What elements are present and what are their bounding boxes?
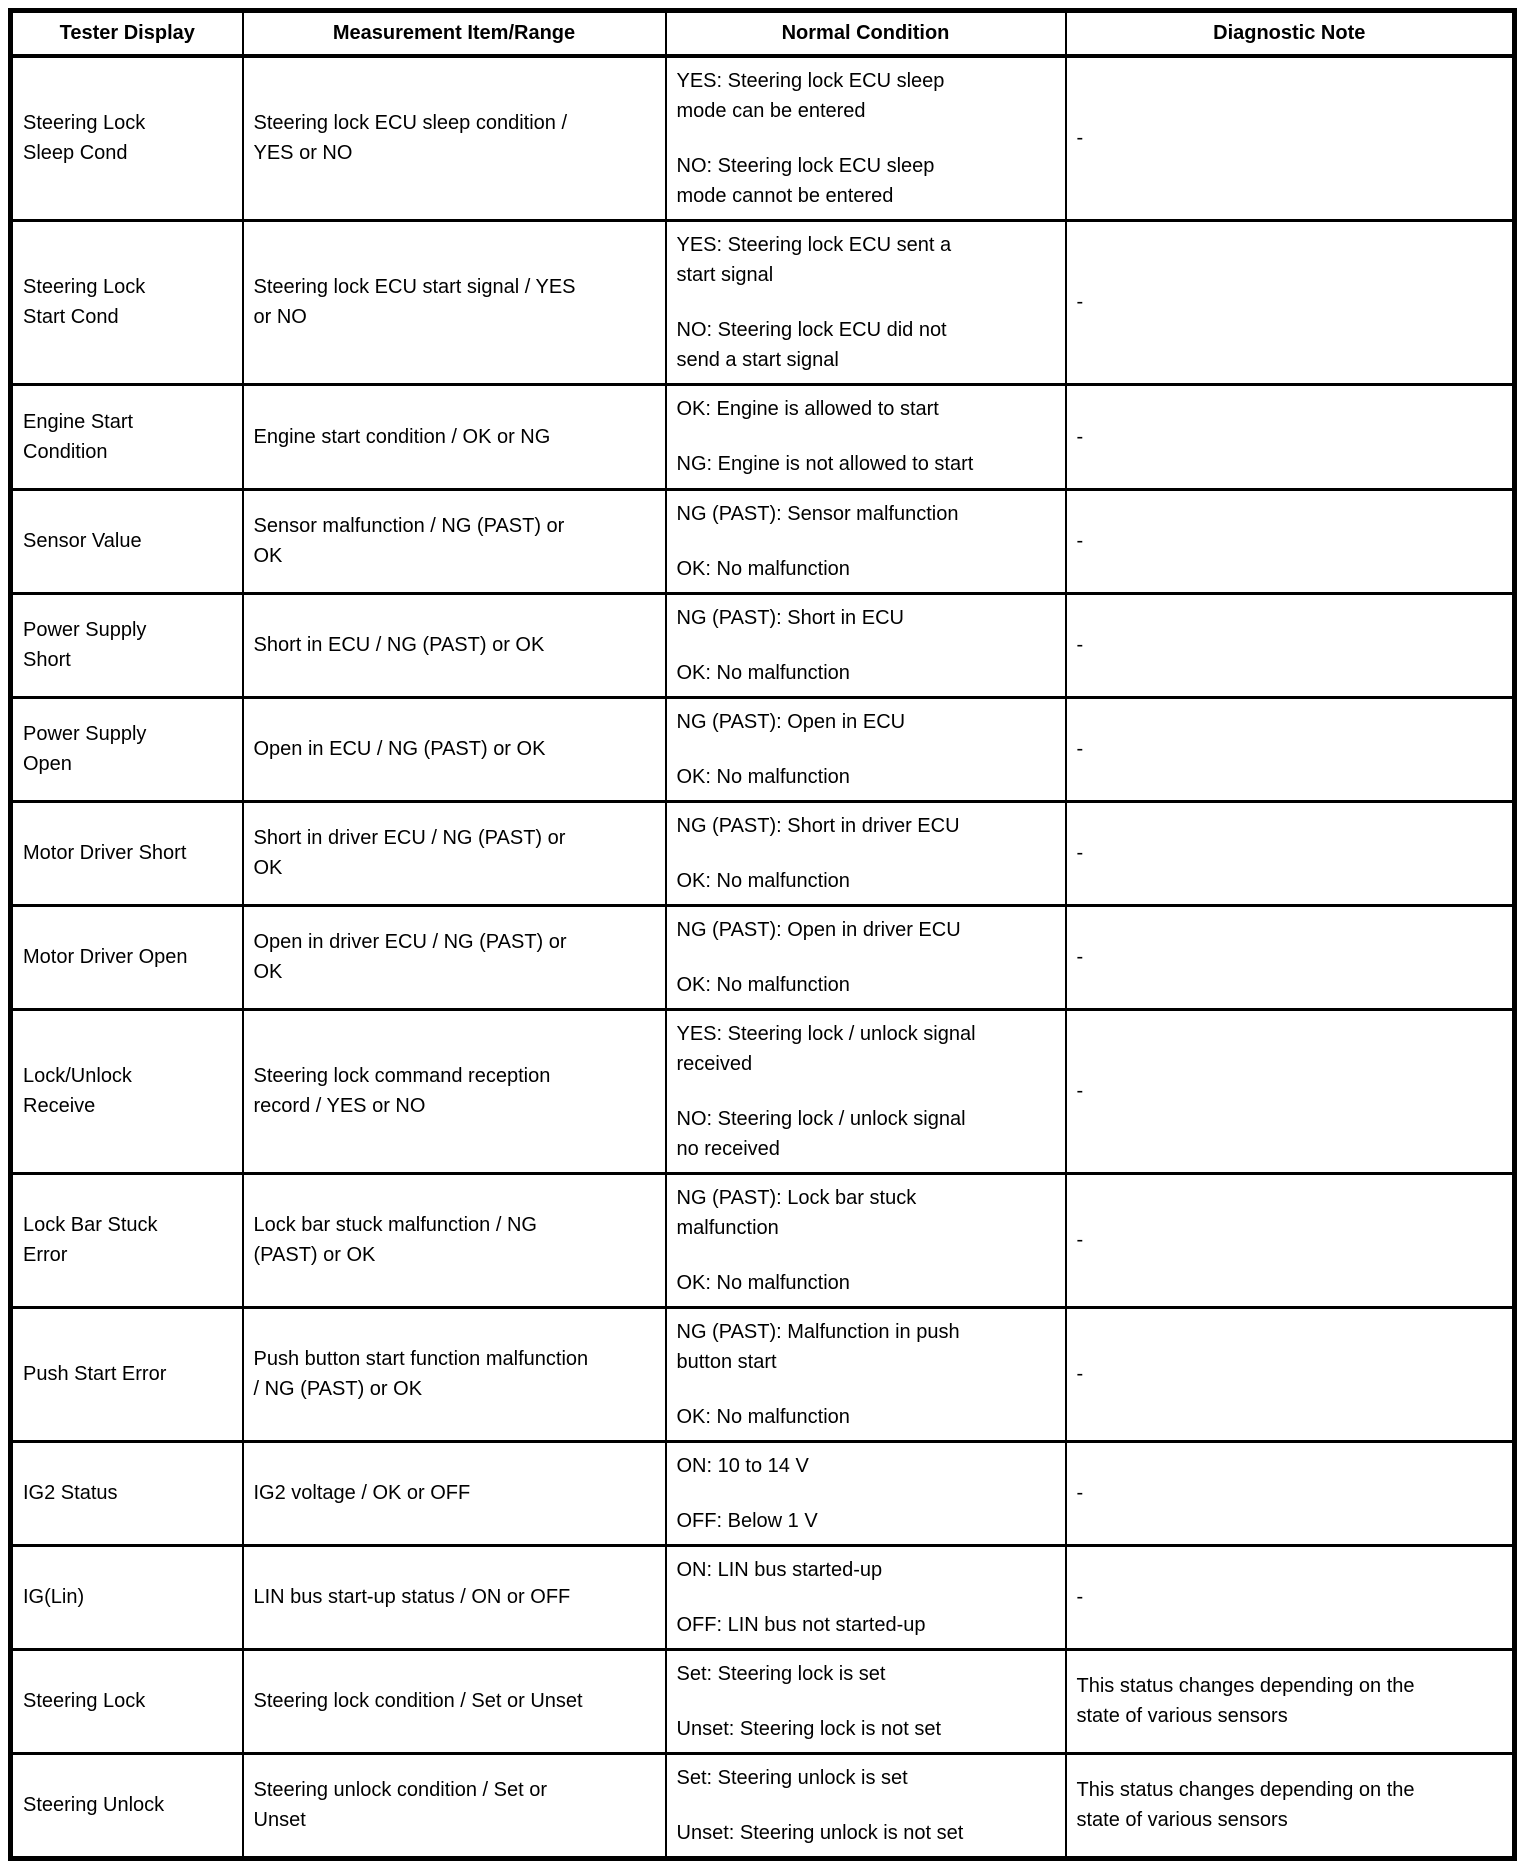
- header-row: [11, 11, 1515, 56]
- cell-tester-display: IG(Lin): [11, 1545, 243, 1649]
- cell-measurement-range: Open in ECU / NG (PAST) or OK: [243, 697, 666, 801]
- table-row: [11, 1753, 1515, 1858]
- cell-measurement-range: Steering unlock condition / Set or Unset: [243, 1753, 666, 1858]
- table-row: [11, 1441, 1515, 1545]
- table-row: [11, 1649, 1515, 1753]
- cell-normal-condition: [666, 1307, 1066, 1441]
- normal-condition-paragraph: NG (PAST): Open in driver ECU: [676, 918, 961, 941]
- normal-condition-paragraph: Unset: Steering unlock is not set: [676, 1821, 964, 1844]
- cell-tester-display: Steering Unlock: [11, 1753, 243, 1858]
- cell-diagnostic-note: This status changes depending on the state of various sensors: [1066, 1753, 1515, 1858]
- normal-condition-paragraph: YES: Steering lock ECU sleep mode can be entered: [676, 69, 945, 122]
- cell-diagnostic-note: -: [1066, 905, 1515, 1009]
- cell-normal-condition: [666, 905, 1066, 1009]
- cell-diagnostic-note: -: [1066, 1307, 1515, 1441]
- normal-condition-paragraph: YES: Steering lock ECU sent a start signal: [676, 233, 952, 286]
- cell-normal-condition: [666, 697, 1066, 801]
- cell-measurement-range: Steering lock ECU sleep condition / YES or NO: [243, 56, 666, 221]
- cell-measurement-range: Steering lock ECU start signal / YES or NO: [243, 220, 666, 384]
- cell-normal-condition: [666, 1009, 1066, 1173]
- cell-diagnostic-note: -: [1066, 56, 1515, 221]
- normal-condition-paragraph: OK: No malfunction: [676, 1271, 850, 1294]
- cell-tester-display: Steering Lock Sleep Cond: [11, 56, 243, 221]
- cell-normal-condition: [666, 593, 1066, 697]
- cell-measurement-range: Sensor malfunction / NG (PAST) or OK: [243, 489, 666, 593]
- cell-normal-condition: [666, 801, 1066, 905]
- cell-diagnostic-note: -: [1066, 1009, 1515, 1173]
- normal-condition-paragraph: OFF: Below 1 V: [676, 1509, 818, 1532]
- table-row: [11, 1173, 1515, 1307]
- normal-condition-paragraph: Set: Steering lock is set: [676, 1662, 886, 1685]
- cell-diagnostic-note: -: [1066, 220, 1515, 384]
- cell-measurement-range: Short in driver ECU / NG (PAST) or OK: [243, 801, 666, 905]
- cell-measurement-range: Lock bar stuck malfunction / NG (PAST) or OK: [243, 1173, 666, 1307]
- cell-diagnostic-note: -: [1066, 1441, 1515, 1545]
- cell-measurement-range: Steering lock condition / Set or Unset: [243, 1649, 666, 1753]
- cell-tester-display: Motor Driver Open: [11, 905, 243, 1009]
- cell-normal-condition: [666, 384, 1066, 489]
- cell-measurement-range: Push button start function malfunction / NG (PAST) or OK: [243, 1307, 666, 1441]
- column-header-tester-display: Tester Display: [11, 11, 243, 56]
- cell-diagnostic-note: This status changes depending on the state of various sensors: [1066, 1649, 1515, 1753]
- table-row: [11, 56, 1515, 221]
- table-row: [11, 220, 1515, 384]
- normal-condition-paragraph: OFF: LIN bus not started-up: [676, 1613, 926, 1636]
- table-row: [11, 1307, 1515, 1441]
- cell-measurement-range: Steering lock command reception record / YES or NO: [243, 1009, 666, 1173]
- table-row: [11, 905, 1515, 1009]
- cell-diagnostic-note: -: [1066, 697, 1515, 801]
- table-row: [11, 489, 1515, 593]
- table-row: [11, 593, 1515, 697]
- cell-normal-condition: [666, 489, 1066, 593]
- diagnostic-data-table: [8, 8, 1517, 1861]
- cell-diagnostic-note: -: [1066, 593, 1515, 697]
- cell-normal-condition: [666, 1441, 1066, 1545]
- normal-condition-paragraph: OK: No malfunction: [676, 557, 850, 580]
- cell-normal-condition: [666, 56, 1066, 221]
- cell-tester-display: Lock/Unlock Receive: [11, 1009, 243, 1173]
- column-header-normal-condition: Normal Condition: [666, 11, 1066, 56]
- cell-measurement-range: Engine start condition / OK or NG: [243, 384, 666, 489]
- normal-condition-paragraph: OK: No malfunction: [676, 869, 850, 892]
- cell-diagnostic-note: -: [1066, 1173, 1515, 1307]
- normal-condition-paragraph: NO: Steering lock / unlock signal no received: [676, 1107, 966, 1160]
- cell-tester-display: Steering Lock: [11, 1649, 243, 1753]
- cell-normal-condition: [666, 1753, 1066, 1858]
- cell-measurement-range: LIN bus start-up status / ON or OFF: [243, 1545, 666, 1649]
- normal-condition-paragraph: NG: Engine is not allowed to start: [676, 453, 974, 475]
- cell-normal-condition: [666, 1173, 1066, 1307]
- table-row: [11, 1545, 1515, 1649]
- cell-measurement-range: IG2 voltage / OK or OFF: [243, 1441, 666, 1545]
- cell-diagnostic-note: -: [1066, 384, 1515, 489]
- cell-measurement-range: Short in ECU / NG (PAST) or OK: [243, 593, 666, 697]
- column-header-diagnostic-note: Diagnostic Note: [1066, 11, 1515, 56]
- normal-condition-paragraph: YES: Steering lock / unlock signal received: [676, 1022, 976, 1075]
- normal-condition-paragraph: NO: Steering lock ECU did not send a start signal: [676, 318, 947, 371]
- normal-condition-paragraph: NG (PAST): Lock bar stuck malfunction: [676, 1186, 917, 1239]
- cell-diagnostic-note: -: [1066, 489, 1515, 593]
- normal-condition-paragraph: NG (PAST): Short in driver ECU: [676, 814, 960, 837]
- cell-diagnostic-note: -: [1066, 1545, 1515, 1649]
- cell-normal-condition: [666, 1649, 1066, 1753]
- normal-condition-paragraph: OK: No malfunction: [676, 661, 850, 684]
- normal-condition-paragraph: NG (PAST): Short in ECU: [676, 606, 904, 629]
- normal-condition-paragraph: Set: Steering unlock is set: [676, 1766, 908, 1789]
- cell-tester-display: Motor Driver Short: [11, 801, 243, 905]
- column-header-measurement-item-range: Measurement Item/Range: [243, 11, 666, 56]
- cell-tester-display: Engine Start Condition: [11, 384, 243, 489]
- cell-tester-display: Power Supply Open: [11, 697, 243, 801]
- normal-condition-paragraph: OK: Engine is allowed to start: [676, 398, 939, 420]
- cell-normal-condition: [666, 1545, 1066, 1649]
- normal-condition-paragraph: NG (PAST): Sensor malfunction: [676, 502, 959, 525]
- cell-diagnostic-note: -: [1066, 801, 1515, 905]
- normal-condition-paragraph: ON: 10 to 14 V: [676, 1454, 809, 1477]
- normal-condition-paragraph: ON: LIN bus started-up: [676, 1558, 883, 1581]
- cell-tester-display: Power Supply Short: [11, 593, 243, 697]
- cell-tester-display: Steering Lock Start Cond: [11, 220, 243, 384]
- table-row: [11, 801, 1515, 905]
- table-row: [11, 384, 1515, 489]
- cell-normal-condition: [666, 220, 1066, 384]
- cell-measurement-range: Open in driver ECU / NG (PAST) or OK: [243, 905, 666, 1009]
- table-row: [11, 1009, 1515, 1173]
- normal-condition-paragraph: NG (PAST): Malfunction in push button start: [676, 1320, 960, 1373]
- cell-tester-display: IG2 Status: [11, 1441, 243, 1545]
- cell-tester-display: Lock Bar Stuck Error: [11, 1173, 243, 1307]
- normal-condition-paragraph: OK: No malfunction: [676, 973, 850, 996]
- normal-condition-paragraph: Unset: Steering lock is not set: [676, 1717, 942, 1740]
- cell-tester-display: Push Start Error: [11, 1307, 243, 1441]
- normal-condition-paragraph: OK: No malfunction: [676, 765, 850, 788]
- table-row: [11, 697, 1515, 801]
- normal-condition-paragraph: OK: No malfunction: [676, 1405, 850, 1428]
- cell-tester-display: Sensor Value: [11, 489, 243, 593]
- normal-condition-paragraph: NG (PAST): Open in ECU: [676, 710, 906, 733]
- normal-condition-paragraph: NO: Steering lock ECU sleep mode cannot be entered: [676, 154, 935, 207]
